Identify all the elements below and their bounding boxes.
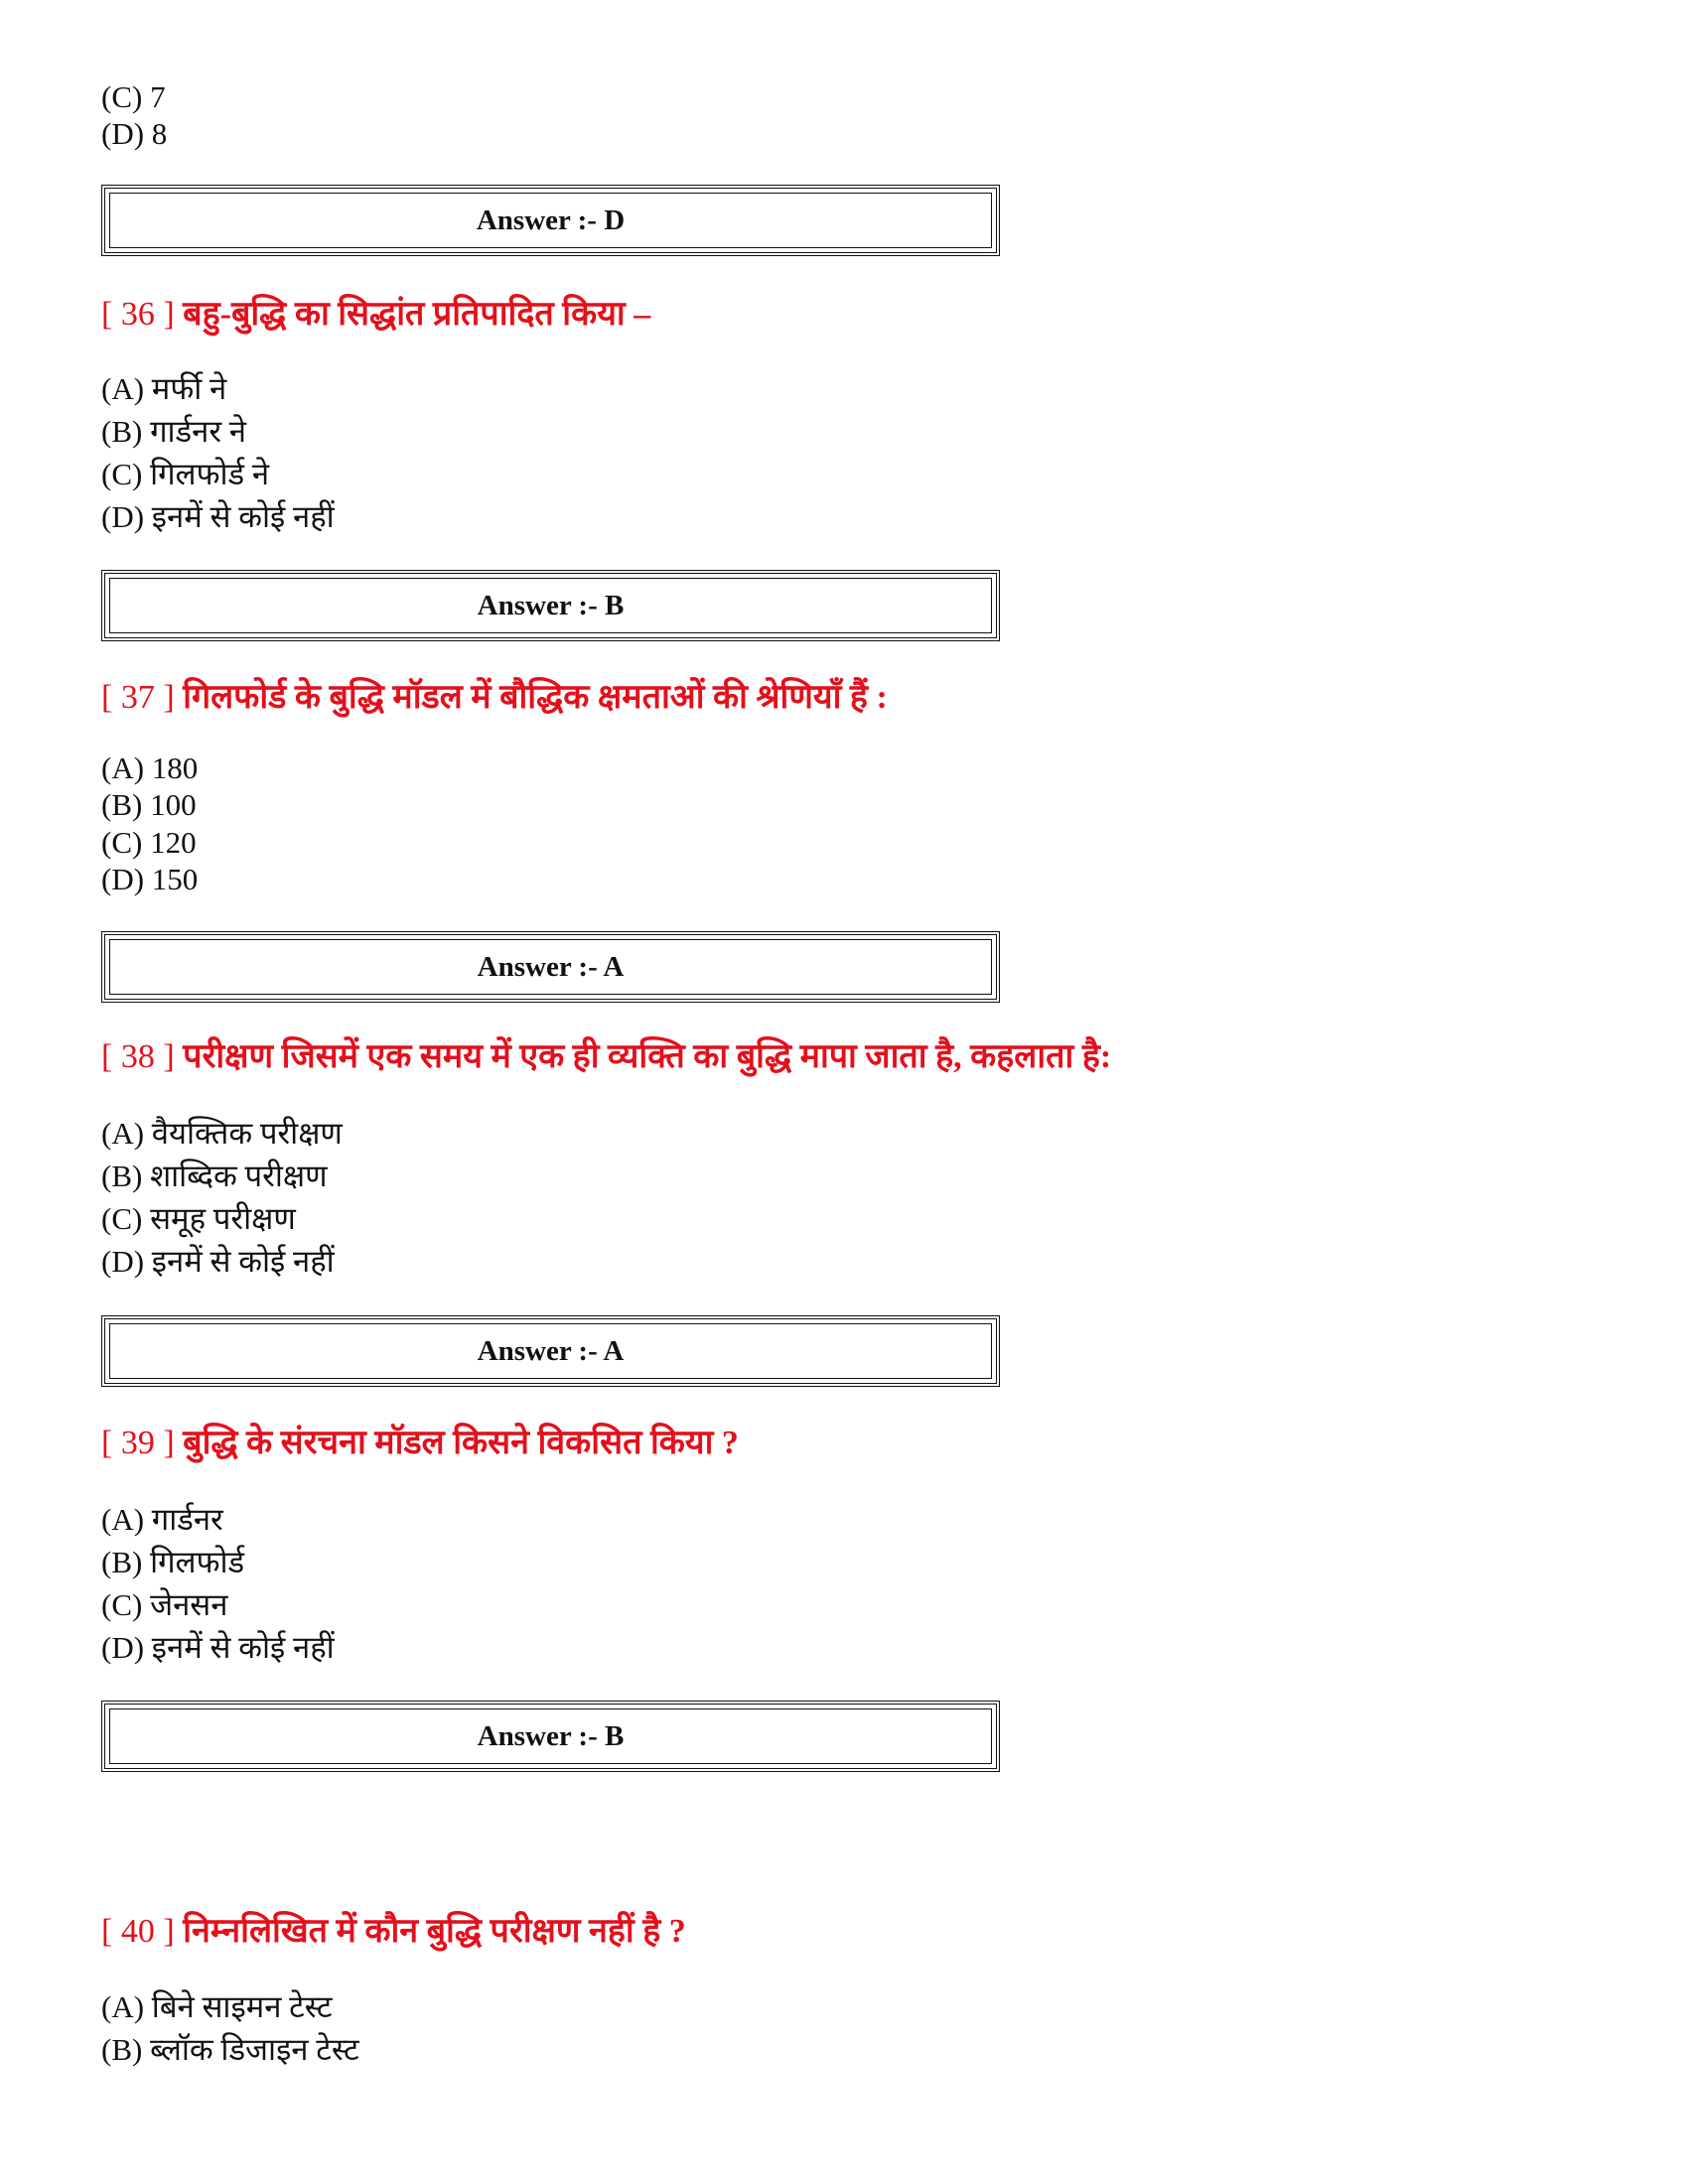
answer-text: Answer :- B (477, 1719, 625, 1752)
option-d: (D) 150 (101, 862, 199, 896)
option-c: (C) 7 (101, 79, 166, 114)
option-a: (A) गार्डनर (101, 1502, 223, 1537)
answer-text: Answer :- D (476, 204, 626, 236)
option-a: (A) वैयक्तिक परीक्षण (101, 1116, 343, 1151)
option-d: (D) 8 (101, 116, 168, 151)
question-40 (101, 1912, 686, 1952)
option-c: (C) गिलफोर्ड ने (101, 457, 270, 491)
option-d: (D) इनमें से कोई नहीं (101, 1630, 335, 1665)
question-37 (101, 678, 888, 718)
question-number: [ 38 ] (101, 1038, 175, 1075)
option-b: (B) गार्डनर ने (101, 414, 246, 449)
option-b: (B) ब्लॉक डिजाइन टेस्ट (101, 2032, 359, 2067)
option-c: (C) समूह परीक्षण (101, 1201, 296, 1236)
option-a: (A) 180 (101, 751, 199, 785)
question-number: [ 40 ] (101, 1913, 175, 1950)
question-text: निम्नलिखित में कौन बुद्धि परीक्षण नहीं है ? (183, 1913, 686, 1950)
option-b: (B) 100 (101, 787, 197, 822)
option-c: (C) 120 (101, 825, 197, 860)
answer-box (101, 931, 1000, 1003)
question-38 (101, 1037, 1111, 1077)
answer-box (101, 185, 1000, 256)
question-number: [ 36 ] (101, 296, 175, 333)
answer-text: Answer :- A (477, 1334, 625, 1367)
question-text: बहु-बुद्धि का सिद्धांत प्रतिपादित किया – (183, 296, 651, 333)
question-text: बुद्धि के संरचना मॉडल किसने विकसित किया ? (183, 1425, 739, 1461)
question-36 (101, 295, 650, 335)
answer-text: Answer :- B (477, 589, 625, 621)
answer-text: Answer :- A (477, 950, 625, 983)
question-number: [ 39 ] (101, 1425, 175, 1461)
question-39 (101, 1424, 739, 1463)
answer-box (101, 1701, 1000, 1772)
answer-box (101, 1315, 1000, 1387)
option-a: (A) मर्फी ने (101, 371, 227, 406)
option-a: (A) बिने साइमन टेस्ट (101, 1989, 333, 2024)
option-c: (C) जेनसन (101, 1587, 228, 1622)
option-d: (D) इनमें से कोई नहीं (101, 499, 335, 534)
option-b: (B) शाब्दिक परीक्षण (101, 1159, 328, 1193)
answer-box (101, 570, 1000, 641)
question-text: परीक्षण जिसमें एक समय में एक ही व्यक्ति का बुद्धि मापा जाता है, कहलाता है: (183, 1038, 1112, 1075)
question-number: [ 37 ] (101, 679, 175, 716)
question-text: गिलफोर्ड के बुद्धि मॉडल में बौद्धिक क्षमताओं की श्रेणियाँ हैं : (183, 679, 888, 716)
option-d: (D) इनमें से कोई नहीं (101, 1244, 335, 1279)
option-b: (B) गिलफोर्ड (101, 1545, 245, 1579)
